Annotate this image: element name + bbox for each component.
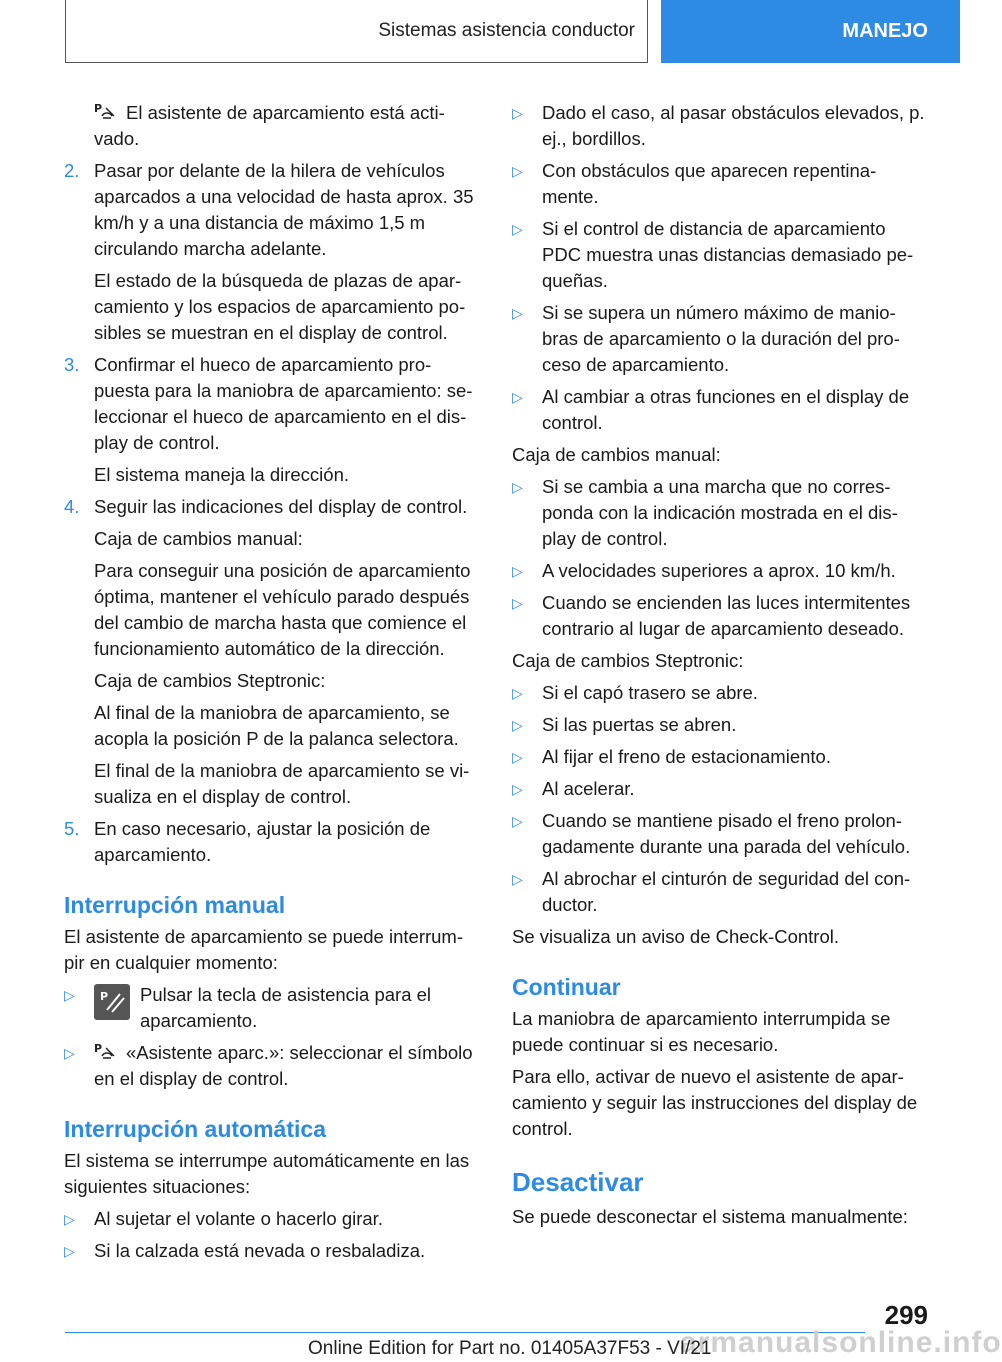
manual-gearbox-label: Caja de cambios manual: [512, 444, 721, 465]
step-5: 5. En caso necesario, ajustar la posición de aparcamiento. [64, 818, 431, 865]
steptronic-bullet-3: ▷ Al fijar el freno de estacionamiento. [512, 744, 927, 770]
continue-text-2: Para ello, activar de nuevo el asistente de apar-camiento y seguir las instrucciones del display de control. [512, 1066, 918, 1139]
bullet-marker: ▷ [512, 389, 523, 405]
bullet-marker: ▷ [512, 871, 523, 887]
auto-bullet-2: ▷ Si la calzada está nevada o resbaladiza. [64, 1238, 479, 1264]
bullet-marker: ▷ [512, 479, 523, 495]
header-section-title: Sistemas asistencia conductor [65, 0, 648, 63]
right-column [512, 100, 927, 1236]
auto-bullet-6: ▷ Si se supera un número máximo de manio-bras de aparcamiento o la duración del pro-ceso de aparcamiento. [512, 300, 927, 378]
step-2: 2. Pasar por delante de la hilera de vehículos aparcados a una velocidad de hasta aprox. 35 km/h y a una distancia de máximo 1,5 m circulando marcha adelante. [64, 160, 474, 259]
bullet-marker: ▷ [512, 563, 523, 579]
bullet-marker: ▷ [512, 685, 523, 701]
automatic-interruption-text: El sistema se interrumpe automáticamente en las siguientes situaciones: [64, 1150, 470, 1197]
steptronic-bullet-1: ▷ Si el capó trasero se abre. [512, 680, 927, 706]
bullet-marker: ▷ [512, 749, 523, 765]
deactivate-text: Se puede desconectar el sistema manualmente: [512, 1206, 908, 1227]
step-4-note-2: Para conseguir una posición de aparcamiento óptima, mantener el vehículo parado después del cambio de marcha hasta que comience el funcionamiento automático de la dirección. [94, 560, 471, 659]
bullet-marker: ▷ [512, 163, 523, 179]
manual-gearbox-bullet-3: ▷ Cuando se encienden las luces intermitentes contrario al lugar de aparcamiento deseado. [512, 590, 927, 642]
auto-bullet-5: ▷ Si el control de distancia de aparcamiento PDC muestra unas distancias demasiado pe-queñas. [512, 216, 927, 294]
auto-bullet-3: ▷ Dado el caso, al pasar obstáculos elevados, p. ej., bordillos. [512, 100, 927, 152]
manual-bullet-2: ▷ P «Asistente aparc.»: seleccionar el símbolo en el display de control. [64, 1040, 479, 1092]
steptronic-label: Caja de cambios Steptronic: [512, 650, 744, 671]
automatic-interruption-heading: Interrupción automática [64, 1116, 326, 1142]
manual-gearbox-bullet-2: ▷ A velocidades superiores a aprox. 10 km/h. [512, 558, 927, 584]
header-chapter-tab[interactable]: MANEJO [661, 0, 960, 63]
steptronic-bullet-6: ▷ Al abrochar el cinturón de seguridad del con-ductor. [512, 866, 927, 918]
parking-assistant-icon [94, 1042, 116, 1062]
step-4-note-1: Caja de cambios manual: [94, 528, 303, 549]
bullet-marker: ▷ [512, 813, 523, 829]
step-4-note-3: Caja de cambios Steptronic: [94, 670, 326, 691]
intro-paragraph: P El asistente de aparcamiento está acti-vado. [94, 102, 445, 149]
auto-bullet-1: ▷ Al sujetar el volante o hacerlo girar. [64, 1206, 479, 1232]
svg-text:P: P [100, 990, 109, 1003]
page-number: 299 [884, 1300, 928, 1330]
bullet-marker: ▷ [512, 105, 523, 121]
manual-bullet-1: ▷ P Pulsar la tecla de asistencia para el aparcamiento. [64, 982, 479, 1034]
manual-gearbox-bullet-1: ▷ Si se cambia a una marcha que no corres-ponda con la indicación mostrada en el dis-play de control. [512, 474, 927, 552]
auto-bullet-4: ▷ Con obstáculos que aparecen repentina-mente. [512, 158, 927, 210]
steptronic-bullet-5: ▷ Cuando se mantiene pisado el freno prolon-gadamente durante una parada del vehículo. [512, 808, 927, 860]
auto-bullet-7: ▷ Al cambiar a otras funciones en el display de control. [512, 384, 927, 436]
bullet-marker: ▷ [64, 1243, 75, 1259]
bullet-marker: ▷ [512, 221, 523, 237]
left-column [64, 100, 479, 1270]
bullet-marker: ▷ [64, 1211, 75, 1227]
bullet-marker: ▷ [64, 987, 75, 1003]
watermark: armanualsonline.info [680, 1326, 1002, 1359]
steptronic-bullet-2: ▷ Si las puertas se abren. [512, 712, 927, 738]
step-4: 4. Seguir las indicaciones del display de control. [64, 496, 468, 517]
continue-heading: Continuar [512, 974, 621, 1000]
deactivate-heading: Desactivar [512, 1167, 644, 1197]
bullet-marker: ▷ [64, 1045, 75, 1061]
steptronic-bullet-4: ▷ Al acelerar. [512, 776, 927, 802]
step-4-note-4: Al final de la maniobra de aparcamiento, se acopla la posición P de la palanca selectora. [94, 702, 459, 749]
svg-text:P: P [94, 1042, 103, 1055]
svg-text:P: P [94, 102, 103, 115]
parking-assist-button-icon [94, 984, 130, 1020]
bullet-marker: ▷ [512, 781, 523, 797]
step-4-note-5: El final de la maniobra de aparcamiento se vi-sualiza en el display de control. [94, 760, 470, 807]
bullet-marker: ▷ [512, 717, 523, 733]
manual-interruption-text: El asistente de aparcamiento se puede interrum-pir en cualquier momento: [64, 926, 463, 973]
manual-interruption-heading: Interrupción manual [64, 892, 286, 918]
parking-assistant-icon [94, 102, 116, 122]
footer-edition: Online Edition for Part no. 01405A37F53 - VI/21 [308, 1338, 712, 1359]
step-2-note: El estado de la búsqueda de plazas de apar-camiento y los espacios de aparcamiento po-sibles se muestran en el display de control. [94, 270, 466, 343]
bullet-marker: ▷ [512, 305, 523, 321]
check-control-note: Se visualiza un aviso de Check-Control. [512, 926, 839, 947]
bullet-marker: ▷ [512, 595, 523, 611]
step-3: 3. Confirmar el hueco de aparcamiento pro-puesta para la maniobra de aparcamiento: se-leccionar el hueco de aparcamiento en el dis-play de control. [64, 354, 473, 453]
step-3-note: El sistema maneja la dirección. [94, 464, 349, 485]
continue-text-1: La maniobra de aparcamiento interrumpida se puede continuar si es necesario. [512, 1008, 891, 1055]
